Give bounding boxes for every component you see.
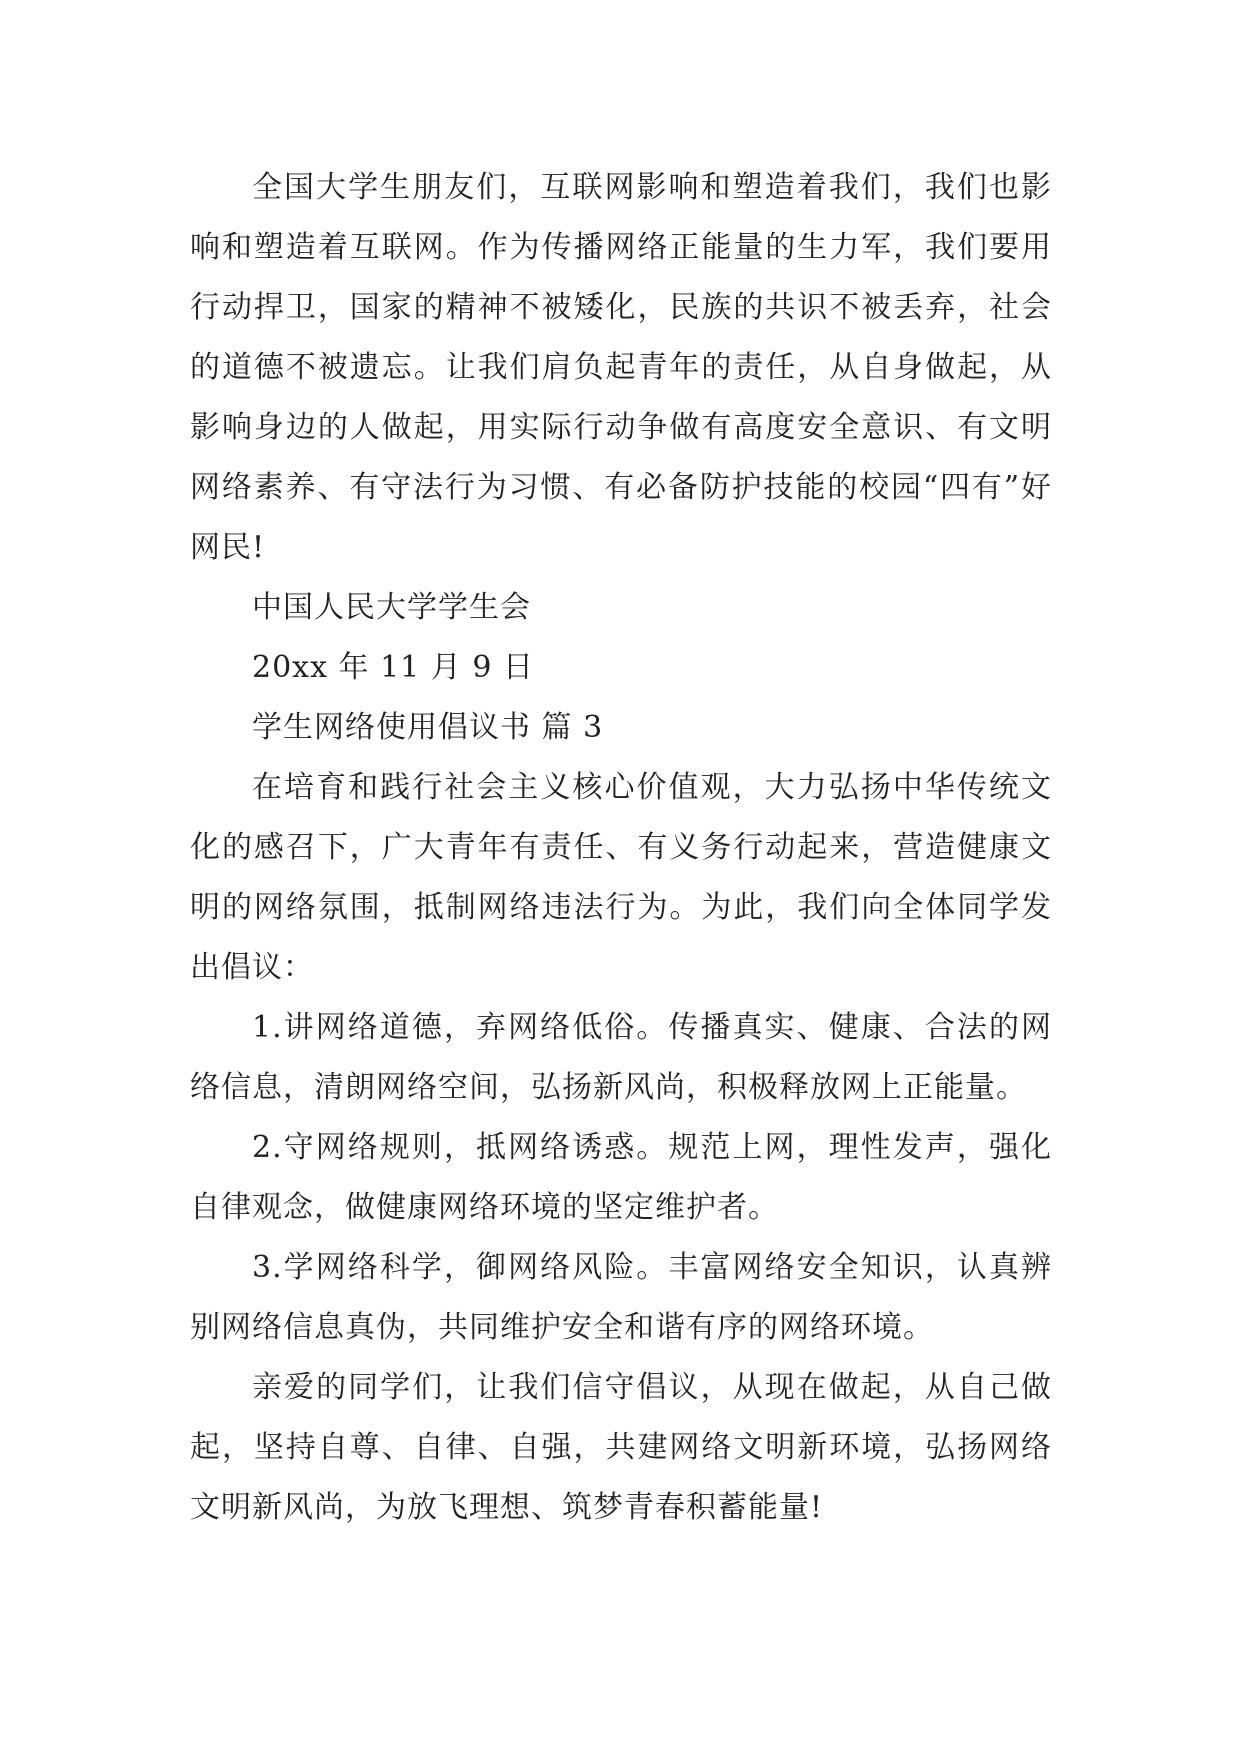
paragraph-intro: 在培育和践行社会主义核心价值观，大力弘扬中华传统文化的感召下，广大青年有责任、有义务行动起来，营造健康文明的网络氛围，抵制网络违法行为。为此，我们向全体同学发出倡议： — [190, 770, 1052, 985]
section-heading: 学生网络使用倡议书 篇 3 — [252, 710, 604, 745]
signature-organization: 中国人民大学学生会 — [252, 590, 531, 625]
paragraph-item-3: 3.学网络科学，御网络风险。丰富网络安全知识，认真辨别网络信息真伪，共同维护安全和谐有序的网络环境。 — [190, 1250, 1052, 1345]
paragraph-closing-appeal: 全国大学生朋友们，互联网影响和塑造着我们，我们也影响和塑造着互联网。作为传播网络正能量的生力军，我们要用行动捍卫，国家的精神不被矮化，民族的共识不被丢弃，社会的道德不被遗忘。让我们肩负起青年的责任，从自身做起，从影响身边的人做起，用实际行动争做有高度安全意识、有文明网络素养、有守法行为习惯、有必备防护技能的校园“四有”好网民! — [190, 170, 1052, 565]
document-body — [190, 158, 1052, 1538]
paragraph-conclusion: 亲爱的同学们，让我们信守倡议，从现在做起，从自己做起，坚持自尊、自律、自强，共建网络文明新环境，弘扬网络文明新风尚，为放飞理想、筑梦青春积蓄能量! — [190, 1370, 1052, 1525]
signature-date: 20xx 年 11 月 9 日 — [252, 650, 534, 685]
paragraph-item-2: 2.守网络规则，抵网络诱惑。规范上网，理性发声，强化自律观念，做健康网络环境的坚定维护者。 — [190, 1130, 1052, 1225]
paragraph-item-1: 1.讲网络道德，弃网络低俗。传播真实、健康、合法的网络信息，清朗网络空间，弘扬新风尚，积极释放网上正能量。 — [190, 1010, 1052, 1105]
